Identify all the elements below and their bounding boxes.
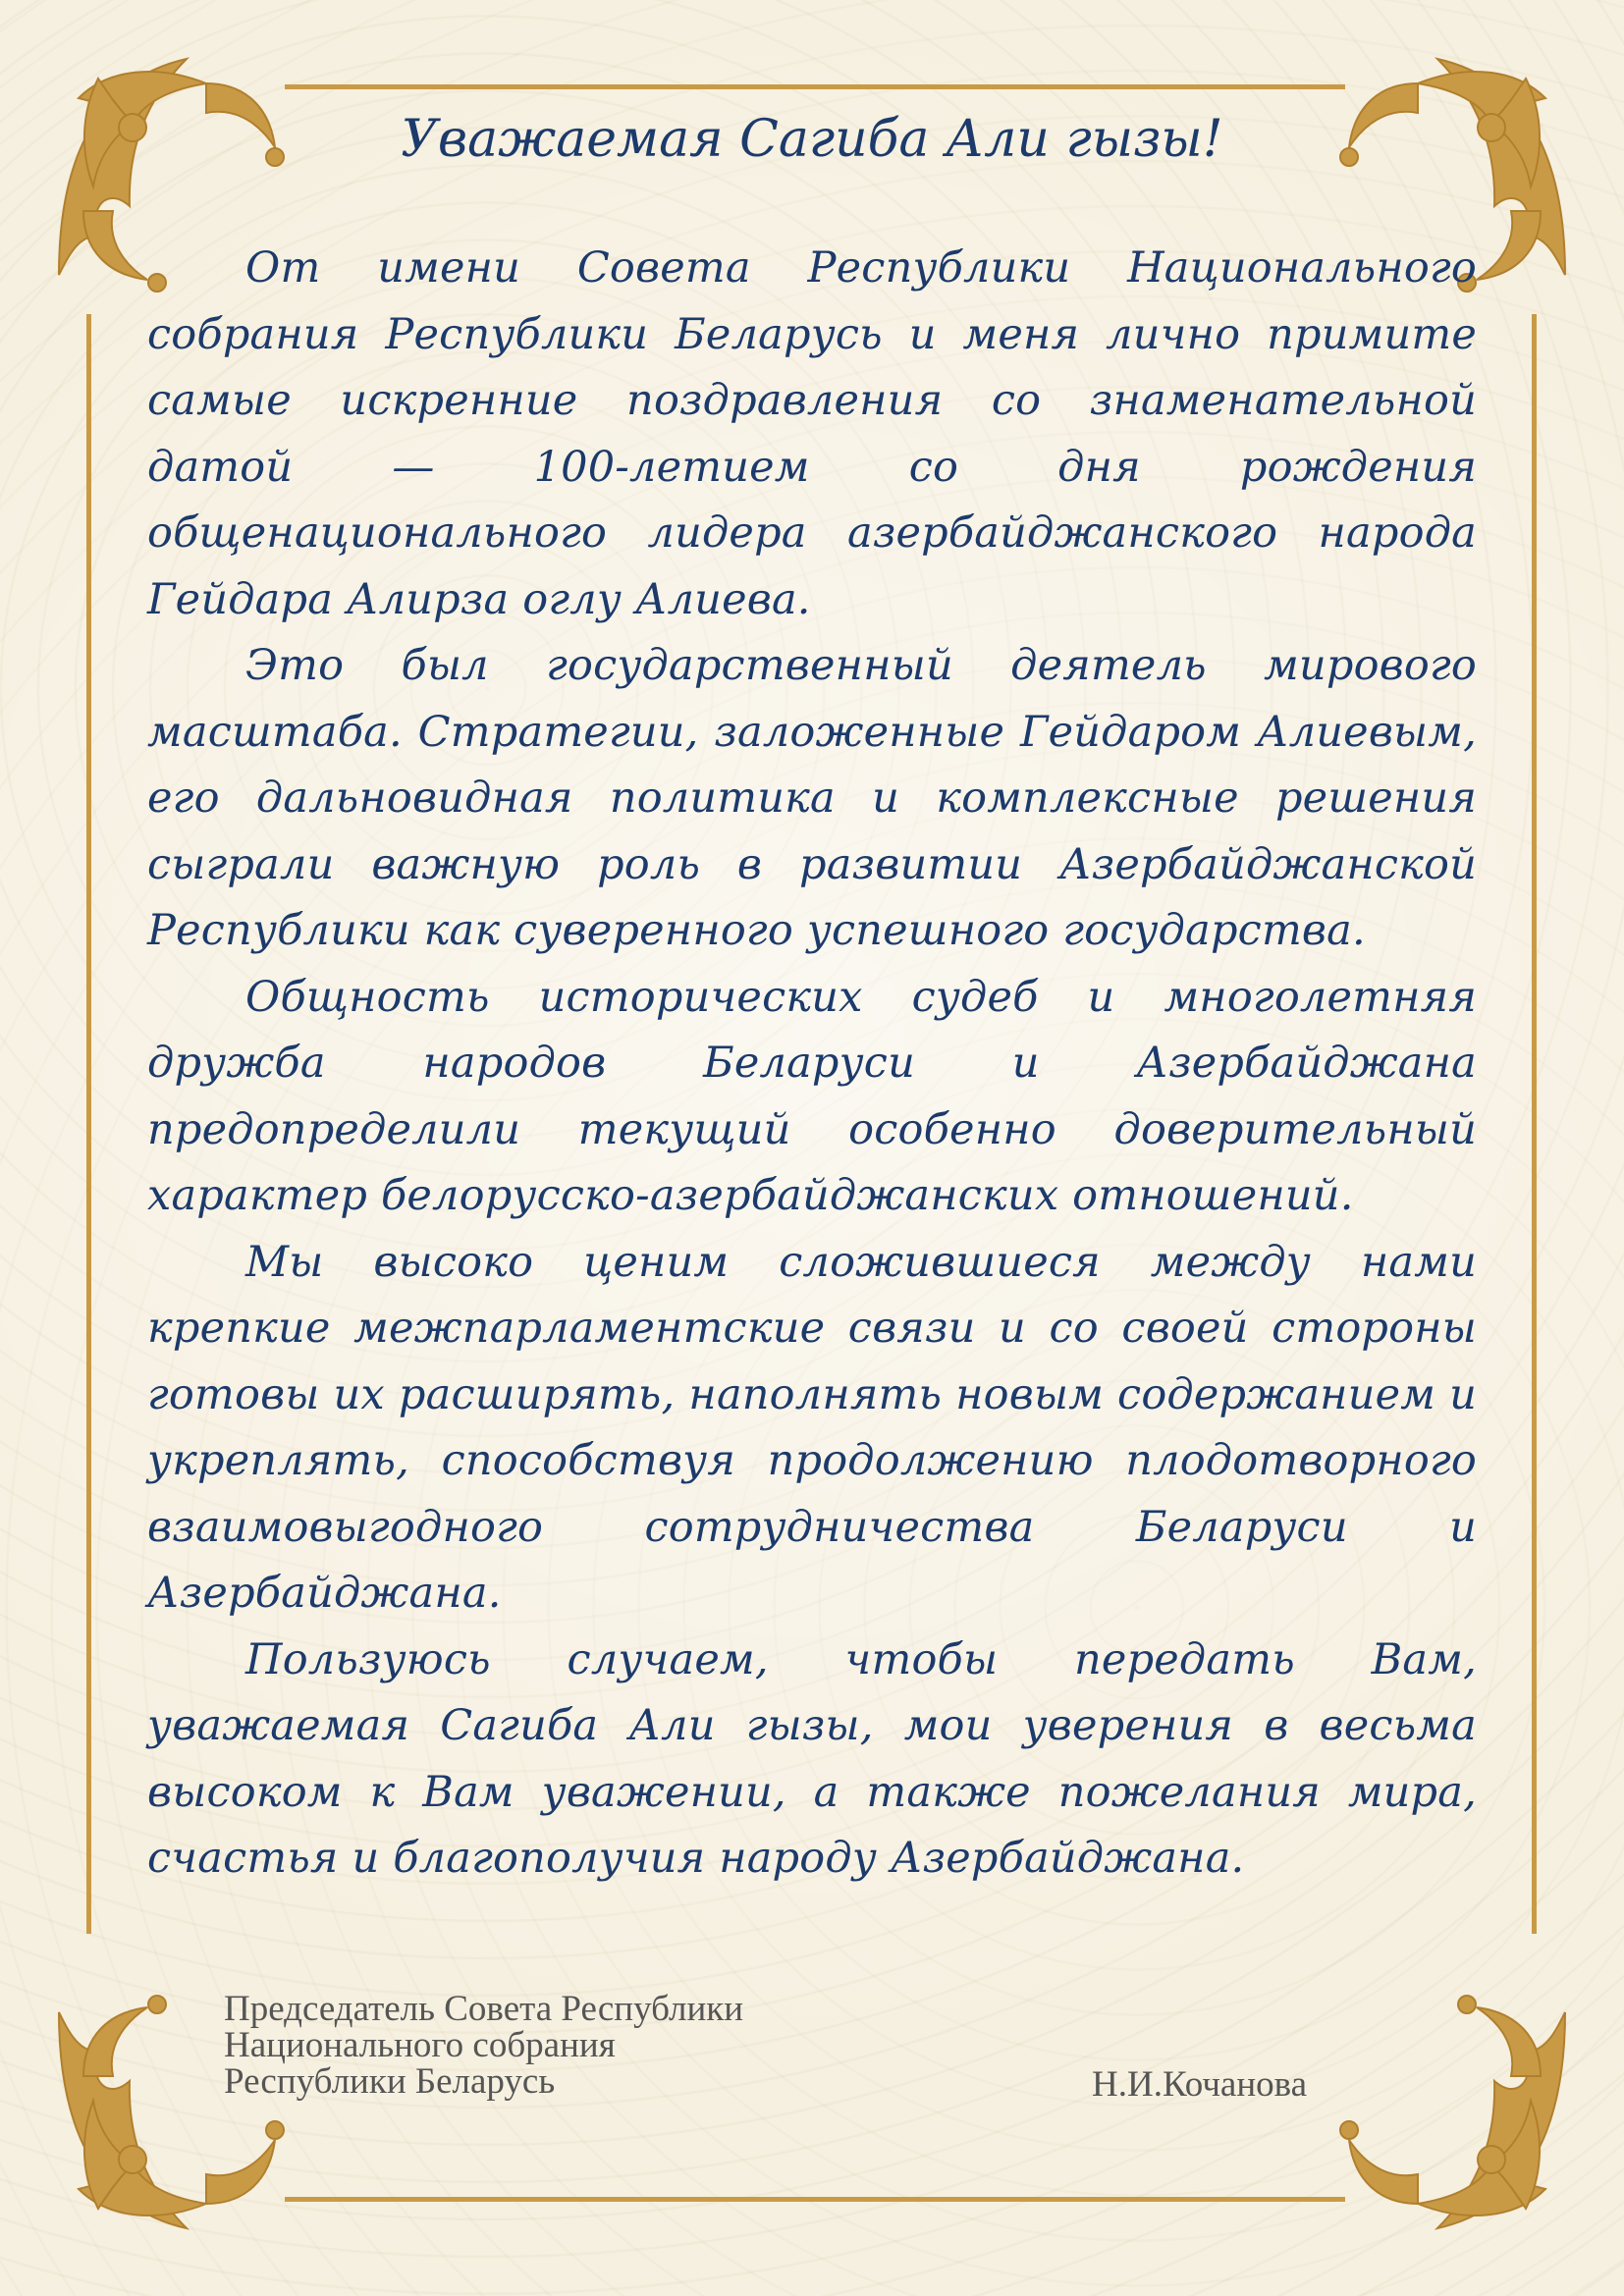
frame-bottom-rule <box>285 2197 1345 2202</box>
signatory-title-line: Республики Беларусь <box>224 2061 556 2102</box>
corner-ornament-icon <box>1329 1993 1585 2248</box>
letter-paragraph: Общность исторических судеб и многолетняя дружба народов Беларуси и Азербайджана предопределили текущий особенно доверительный характер белорусско-азербайджанских отношений. <box>147 972 1477 1220</box>
letter-paragraph: Пользуюсь случаем, чтобы передать Вам, уважаемая Сагиба Али гызы, мои уверения в весьма высоком к Вам уважении, а также пожелания мира, счастья и благополучия народу Азербайджана. <box>147 1634 1477 1883</box>
letter-body <box>147 236 1477 1893</box>
letter-paragraph: Мы высоко ценим сложившиеся между нами крепкие межпарламентские связи и со своей стороны готовы их расширять, наполнять новым содержанием и укреплять, способствуя продолжению плодотворного взаимовыгодного сотрудничества Беларуси и Азербайджана. <box>147 1237 1477 1618</box>
signatory-title-line: Национального собрания <box>224 2025 616 2065</box>
frame-left-rule <box>86 314 91 1934</box>
letter-paragraph: Это был государственный деятель мирового масштаба. Стратегии, заложенные Гейдаром Алиевым, его дальновидная политика и комплексные решения сыграли важную роль в развитии Азербайджанской Республики как суверенного успешного государства. <box>147 641 1477 955</box>
letter-paragraph: От имени Совета Республики Национального собрания Республики Беларусь и меня лично примите самые искренние поздравления со знаменательной датой — 100-летием со дня рождения общенационального лидера азербайджанского народа Гейдара Алирза оглу Алиева. <box>147 243 1477 624</box>
letter-salutation: Уважаемая Сагиба Али гызы! <box>401 110 1223 169</box>
frame-right-rule <box>1532 314 1537 1934</box>
signatory-name: Н.И.Кочанова <box>1092 2064 1308 2105</box>
signatory-title-line: Председатель Совета Республики <box>224 1989 744 2029</box>
frame-top-rule <box>285 84 1345 89</box>
